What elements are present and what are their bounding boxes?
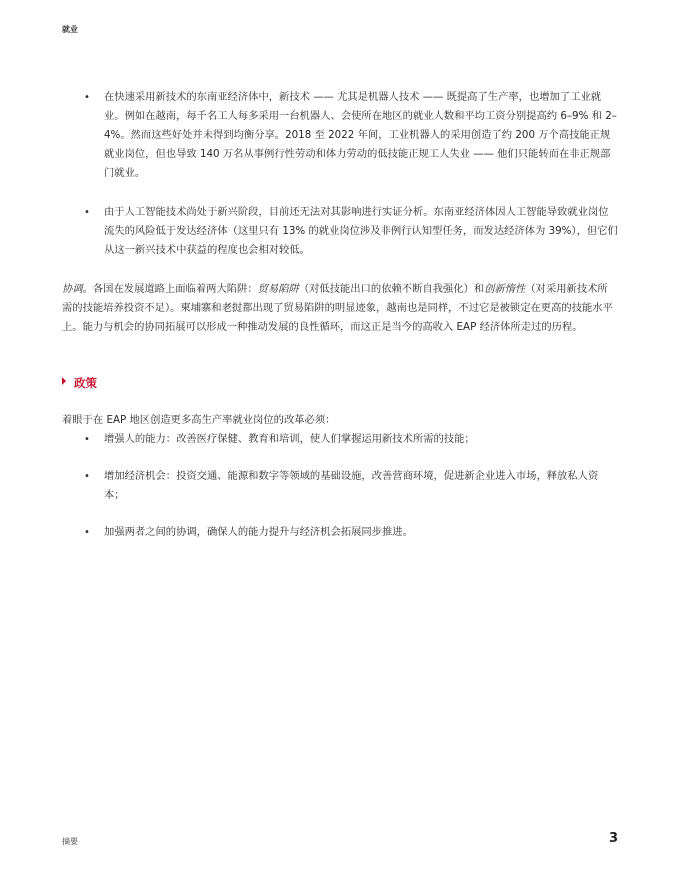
- bullet-text: 增加经济机会：投资交通、能源和数字等领域的基础设施，改善营商环境，促进新企业进入市场，释放私人资本；: [104, 470, 599, 501]
- bullet-icon: •: [84, 434, 90, 445]
- bullet-icon: •: [84, 527, 90, 538]
- bullet-icon: •: [84, 92, 90, 103]
- trade-trap-term: 贸易陷阱: [257, 283, 299, 295]
- main-content: [62, 88, 618, 560]
- bullet-icon: •: [84, 207, 90, 218]
- policy-section-title: [62, 375, 618, 391]
- list-item: [62, 467, 618, 505]
- bullet-text: 在快速采用新技术的东南亚经济体中，新技术 —— 尤其是机器人技术 —— 既提高了生产率，也增加了工业就业。例如在越南，每千名工人每多采用一台机器人、会使所在地区的就业人数和平均工资分别提高约 6–9% 和 2–4%。然而这些好处并未得到均衡分享。2018 至 2022 年间，工业机器人的采用创造了约 200 万个高技能正规就业岗位，但也导致 140 万名从事例行性劳动和体力劳动的低技能正规工人失业 —— 他们只能转而在非正规部门就业。: [104, 91, 617, 179]
- coordination-paragraph: [62, 280, 618, 337]
- coordination-text-1: 。各国在发展道路上面临着两大陷阱：: [82, 283, 258, 295]
- footer-section-label: 摘要: [62, 837, 78, 846]
- list-item: [62, 88, 618, 183]
- policy-title-text: 政策: [74, 376, 97, 390]
- page-number: 3: [608, 831, 618, 846]
- innovation-inertia-term: 创新惰性: [484, 283, 526, 295]
- list-item: [62, 203, 618, 260]
- list-item: [62, 523, 618, 542]
- top-bullet-list: [62, 88, 618, 260]
- bullet-icon: •: [84, 471, 90, 482]
- policy-intro: 着眼于在 EAP 地区创造更多高生产率就业岗位的改革必须：: [62, 414, 336, 426]
- coordination-lead: 协调: [62, 283, 83, 295]
- bullet-text: 加强两者之间的协调，确保人的能力提升与经济机会拓展同步推进。: [104, 526, 413, 538]
- list-item: [62, 430, 618, 449]
- bullet-text: 由于人工智能技术尚处于新兴阶段，目前还无法对其影响进行实证分析。东南亚经济体因人工智能导致就业岗位流失的风险低于发达经济体（这里只有 13% 的就业岗位涉及非例行认知型任务，而发达经济体为 39%），但它们从这一新兴技术中获益的程度也会相对较低。: [104, 206, 618, 256]
- policy-bullet-list: [62, 430, 618, 542]
- coordination-text-3: （对采用新技术所需的技能培养投资不足）。柬埔寨和老挝都出现了贸易陷阱的明显迹象，越南也是同样，不过它是被锁定在更高的技能水平上。能力与机会的协同拓展可以形成一种推动发展的良性循环，而这正是当今的高收入 EAP 经济体所走过的历程。: [62, 283, 613, 333]
- coordination-text-2: （对低技能出口的依赖不断自我强化）和: [298, 283, 485, 295]
- section-arrow-icon: [62, 377, 66, 385]
- bullet-text: 增强人的能力：改善医疗保健、教育和培训，使人们掌握运用新技术所需的技能；: [104, 433, 475, 445]
- running-header: 就业: [62, 25, 78, 34]
